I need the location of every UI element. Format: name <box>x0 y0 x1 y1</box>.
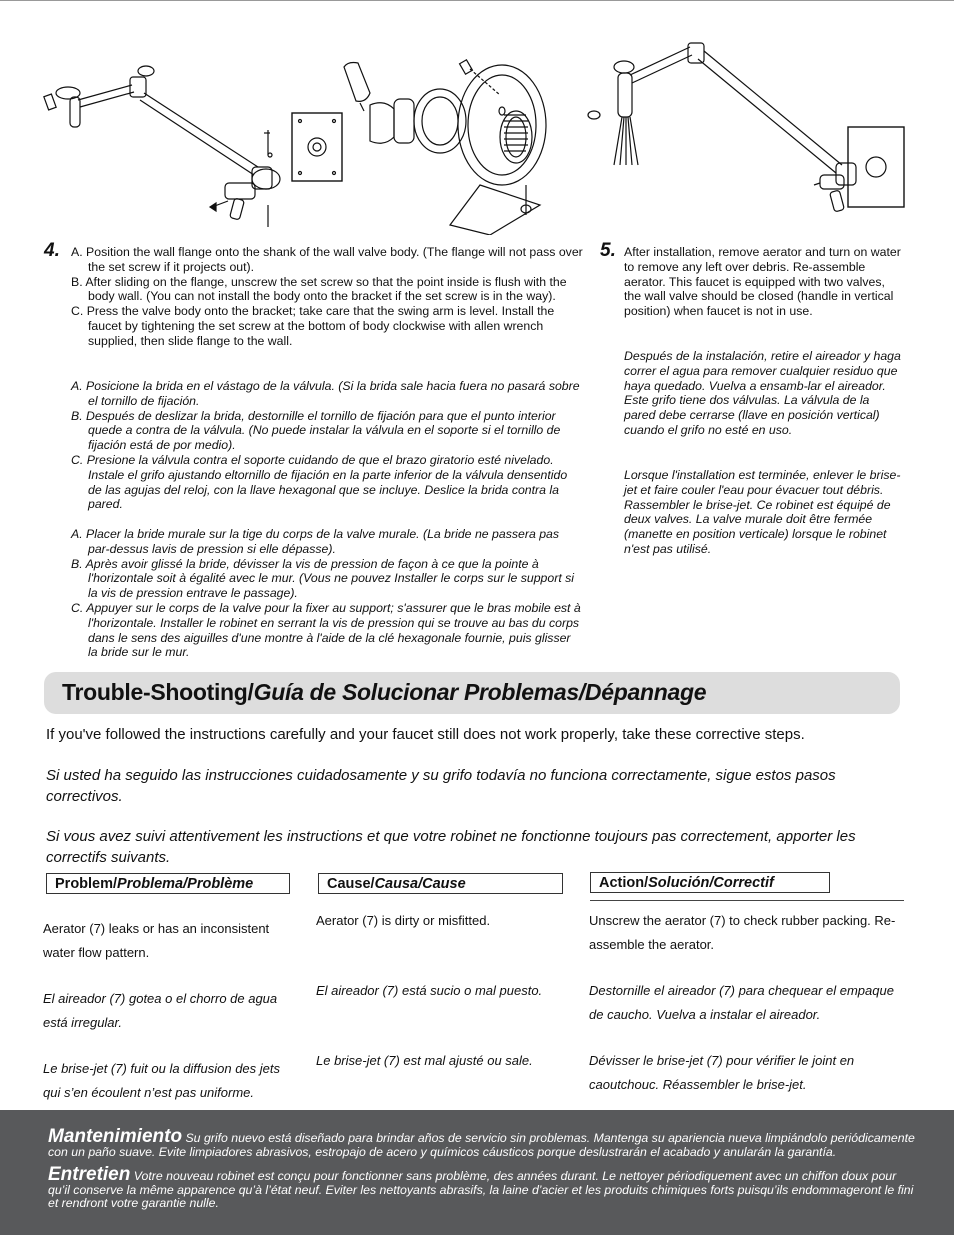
step-4a-spanish: A. Posicione la brida en el vástago de la válvula. (Si la brida sale hacia fuera no pasará sobre el tornillo de fijación. <box>71 379 580 408</box>
problem-spanish: El aireador (7) gotea o el chorro de agua está irregular. <box>43 991 278 1030</box>
column-header-problem <box>46 873 290 894</box>
cause-english: Aerator (7) is dirty or misfitted. <box>316 913 491 928</box>
maintenance-footer <box>0 1110 954 1235</box>
column-header-action-translations: Solución/Correctif <box>648 875 774 891</box>
top-rule <box>0 0 954 1</box>
column-header-cause-en: Cause/ <box>327 876 375 892</box>
step-4-spanish <box>71 379 583 512</box>
column-header-action <box>590 872 830 893</box>
troubleshooting-banner <box>44 672 900 714</box>
troubleshooting-title-en: Trouble-Shooting/ <box>62 679 254 705</box>
step-4c-spanish: C. Presione la válvula contra el soporte cuidando de que el brazo giratorio esté nivelado. Instale el grifo ajustando eltornillo de fijación en la parte inferior de la válvula densentido de las agujas del reloj, con la llave hexagonal que se incluye. Deslice la brida contra la pared. <box>71 452 568 512</box>
maintenance-spanish-text: Su grifo nuevo está diseñado para brindar años de servicio sin problemas. Mantenga su apariencia nueva limpiándolo periódicamente con un paño suave. Evite limpiadores abrasivos, estropajo de acero y químicos cáusticos porque deslustrarán el acabado y anularán la garantía. <box>48 1131 915 1159</box>
column-header-problem-en: Problem/ <box>55 876 118 892</box>
step-4c-english: C. Press the valve body onto the bracket; take care that the swing arm is level. Install the faucet by tightening the set screw at the bottom of body clockwise with allen wrench supplied, then slide flange to the wall. <box>71 304 555 348</box>
maintenance-spanish-heading: Mantenimiento <box>48 1126 183 1147</box>
problem-english: Aerator (7) leaks or has an inconsistent water flow pattern. <box>43 921 270 960</box>
problem-french: Le brise-jet (7) fuit ou la diffusion des jets qui s’en écoulent n’est pas uniforme. <box>43 1061 281 1100</box>
action-english: Unscrew the aerator (7) to check rubber packing. Re-assemble the aerator. <box>589 913 896 952</box>
troubleshooting-title-translations: Guía de Solucionar Problemas/Dépannage <box>253 679 707 705</box>
maintenance-french <box>48 1164 918 1211</box>
troubleshooting-title <box>62 679 706 706</box>
step-5-number: 5. <box>600 240 616 261</box>
cause-spanish: El aireador (7) está sucio o mal puesto. <box>316 983 543 998</box>
step-5-spanish: Después de la instalación, retire el aireador y haga correr el agua para remover cualquier residuo que haya quedado. Vuelva a ensamb-lar el aireador. Este grifo tiene dos válvulas. La válvula de la pared debe cerrarse (llave en posición vertical) cuando el grifo no esté en uso. <box>624 349 901 437</box>
step-4b-english: B. After sliding on the flange, unscrew the set screw so that the point inside is flush with the body wall. (You can not install the body onto the bracket if the set screw is in the way). <box>71 274 567 304</box>
step-4-french <box>71 527 583 660</box>
maintenance-french-text: Votre nouveau robinet est conçu pour fonctionner sans problème, des années durant. Le nettoyer périodiquement avec un chiffon doux pour qu’il conserve la même apparence qu’à l’état neuf. Eviter les nettoyants abrasifs, la laine d’acier et les produits chimiques forts puisqu’ils endommageront le fini et rendront votre garantie nulle. <box>48 1169 914 1210</box>
step-4b-french: B. Après avoir glissé la bride, dévisser la vis de pression de façon à ce que la pointe à l'horizontale soit à égalité avec le mur. (Vous ne pouvez Installer le corps sur le support si la vis de pression entrave le passage). <box>71 556 575 601</box>
step-4c-french: C. Appuyer sur le corps de la valve pour la fixer au support; s'assurer que le bras mobile est à l'horizontale. Installer le robinet en serrant la vis de pression qui se trouve au bas du corps dans le sens des aiguilles d'une montre à l'aide de la clé hexagonale fournie, puis glisser la bride sur le mur. <box>71 600 581 660</box>
action-french: Dévisser le brise-jet (7) pour vérifier le joint en caoutchouc. Réassembler le brise-jet. <box>589 1053 855 1092</box>
step-4b-spanish: B. Después de deslizar la brida, destornille el tornillo de fijación para que el punto interior quede a contra de la válvula. (No puede instalar la válvula en el soporte si el tornillo de fijación está de por medio). <box>71 408 561 453</box>
step-5-english: After installation, remove aerator and turn on water to remove any left over debris. Re-assemble aerator. This faucet is equipped with two valves, the wall valve should be closed (handle in vertical position) when faucet is not in use. <box>624 245 901 319</box>
action-spanish: Destornille el aireador (7) para chequear el empaque de caucho. Vuelva a instalar el aireador. <box>589 983 894 1022</box>
column-header-problem-translations: Problema/Problème <box>117 876 254 892</box>
column-header-action-en: Action/ <box>599 875 649 891</box>
step-4-english <box>71 245 583 349</box>
troubleshooting-intro-french: Si vous avez suivi attentivement les instructions et que votre robinet ne fonctionne toujours pas correctement, apporter les correctifs suivants. <box>46 828 856 866</box>
troubleshooting-intro-spanish: Si usted ha seguido las instrucciones cuidadosamente y su grifo todavía no funciona correctamente, sigue estos pasos correctivos. <box>46 767 836 805</box>
step-4a-english: A. Position the wall flange onto the shank of the wall valve body. (The flange will not pass over the set screw if it projects out). <box>71 245 583 274</box>
table-rule <box>590 900 904 901</box>
aerator-removal-illustration <box>580 35 915 235</box>
faucet-assembly-illustration <box>40 55 350 235</box>
cause-french: Le brise-jet (7) est mal ajusté ou sale. <box>316 1053 533 1068</box>
step-4a-french: A. Placer la bride murale sur la tige du corps de la valve murale. (La bride ne passera pas par-dessus lavis de pression si elle dépasse). <box>71 527 560 556</box>
step-4-number: 4. <box>44 240 60 261</box>
column-header-cause <box>318 873 563 894</box>
troubleshooting-intro-english: If you've followed the instructions carefully and your faucet still does not work properly, take these corrective steps. <box>46 726 805 743</box>
step-5-french: Lorsque l'installation est terminée, enlever le brise-jet et faire couler l'eau pour évacuer tout débris. Rassembler le brise-jet. Ce robinet est équipé de deux valves. La valve murale doit être fermée (manette en position verticale) lorsque le robinet n'est pas utilisé. <box>624 468 901 556</box>
maintenance-french-heading: Entretien <box>48 1164 131 1185</box>
valve-body-illustration <box>330 55 560 235</box>
maintenance-spanish <box>48 1126 918 1159</box>
column-header-cause-translations: Causa/Cause <box>374 876 466 892</box>
